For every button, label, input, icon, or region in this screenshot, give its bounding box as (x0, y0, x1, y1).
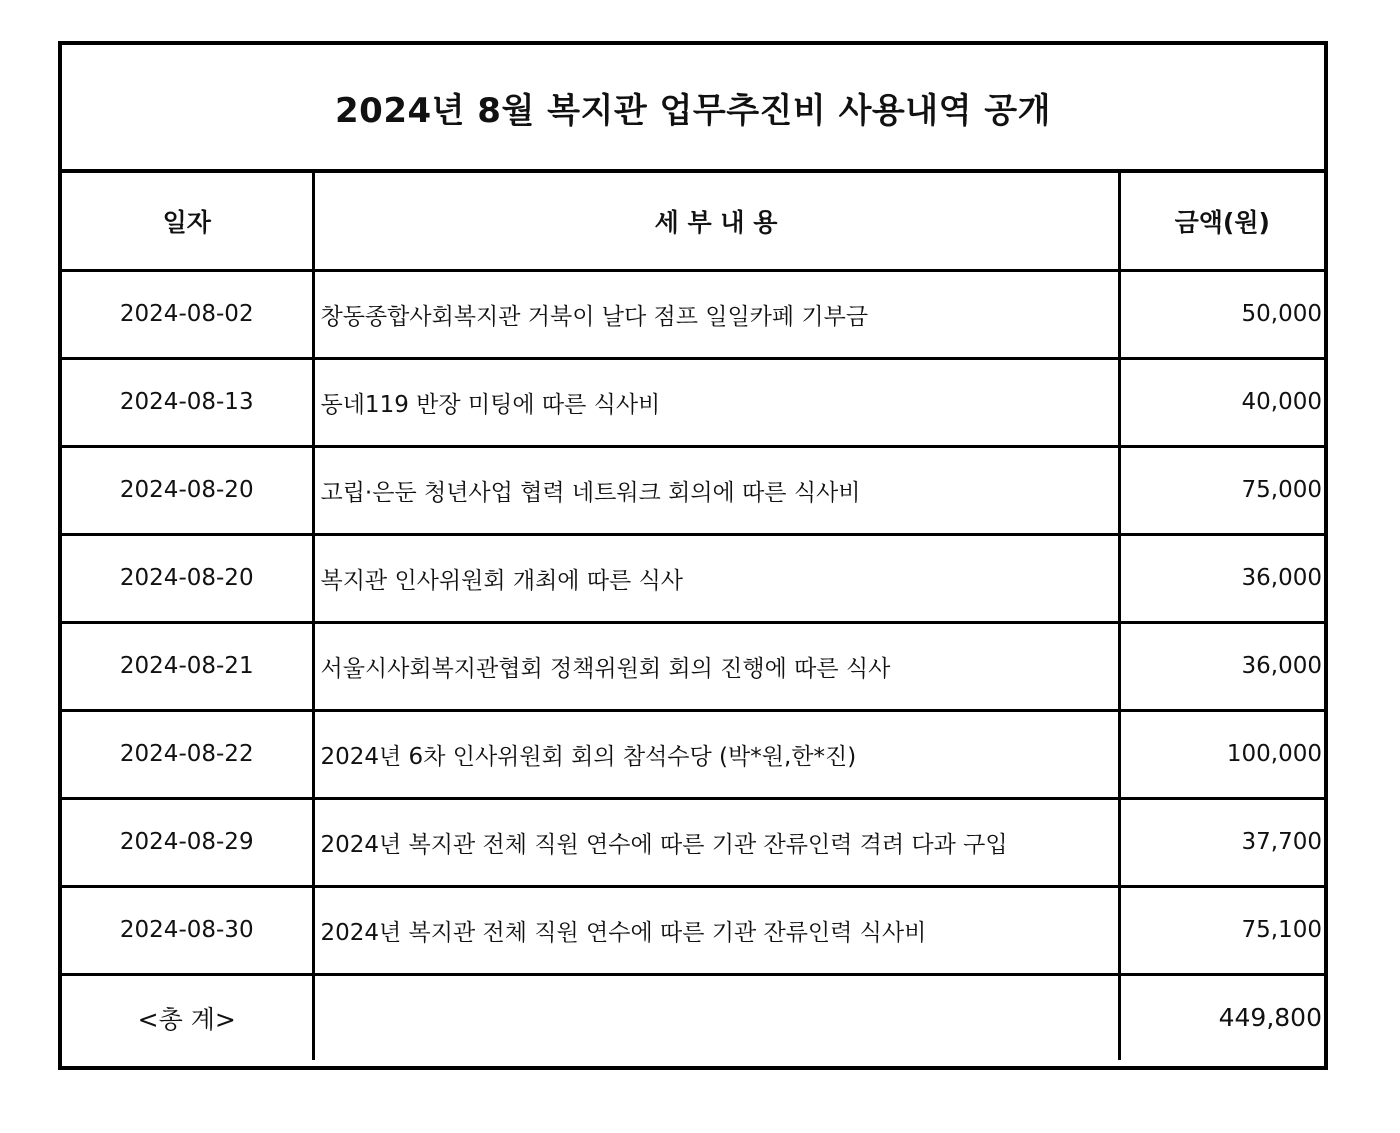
total-amount: 449,800 (1218, 1003, 1322, 1033)
total-label: <총 계> (62, 974, 313, 1060)
row-description: 창동종합사회복지관 거북이 날다 점프 일일카페 기부금 (313, 270, 1119, 358)
row-description: 고립·은둔 청년사업 협력 네트워크 회의에 따른 식사비 (313, 446, 1119, 534)
table-row (62, 446, 1324, 534)
expense-table (62, 173, 1324, 1060)
row-amount: 36,000 (1119, 534, 1324, 622)
row-description: 복지관 인사위원회 개최에 따른 식사 (313, 534, 1119, 622)
row-amount: 37,700 (1119, 798, 1324, 886)
row-amount: 75,000 (1119, 446, 1324, 534)
table-row (62, 710, 1324, 798)
row-date: 2024-08-22 (62, 710, 313, 798)
expense-report-sheet (58, 41, 1328, 1070)
total-description (313, 974, 1119, 1060)
row-amount: 36,000 (1119, 622, 1324, 710)
column-header-amount: 금액(원) (1119, 173, 1324, 270)
row-description: 2024년 복지관 전체 직원 연수에 따른 기관 잔류인력 식사비 (313, 886, 1119, 974)
row-date: 2024-08-29 (62, 798, 313, 886)
table-row (62, 798, 1324, 886)
row-description: 서울시사회복지관협회 정책위원회 회의 진행에 따른 식사 (313, 622, 1119, 710)
row-description: 2024년 6차 인사위원회 회의 참석수당 (박*원,한*진) (313, 710, 1119, 798)
table-header-row (62, 173, 1324, 270)
table-row (62, 358, 1324, 446)
row-amount: 40,000 (1119, 358, 1324, 446)
row-date: 2024-08-13 (62, 358, 313, 446)
row-date: 2024-08-20 (62, 446, 313, 534)
column-header-date: 일자 (62, 173, 313, 270)
row-date: 2024-08-02 (62, 270, 313, 358)
table-row (62, 886, 1324, 974)
row-description: 동네119 반장 미팅에 따른 식사비 (313, 358, 1119, 446)
row-date: 2024-08-30 (62, 886, 313, 974)
table-row (62, 534, 1324, 622)
row-date: 2024-08-20 (62, 534, 313, 622)
title-row (62, 45, 1324, 173)
row-amount: 50,000 (1119, 270, 1324, 358)
page-title: 2024년 8월 복지관 업무추진비 사용내역 공개 (335, 90, 1051, 131)
table-row (62, 622, 1324, 710)
row-amount: 100,000 (1119, 710, 1324, 798)
row-description: 2024년 복지관 전체 직원 연수에 따른 기관 잔류인력 격려 다과 구입 (313, 798, 1119, 886)
table-row (62, 270, 1324, 358)
total-row (62, 974, 1324, 1060)
row-date: 2024-08-21 (62, 622, 313, 710)
row-amount: 75,100 (1119, 886, 1324, 974)
column-header-description: 세 부 내 용 (313, 173, 1119, 270)
